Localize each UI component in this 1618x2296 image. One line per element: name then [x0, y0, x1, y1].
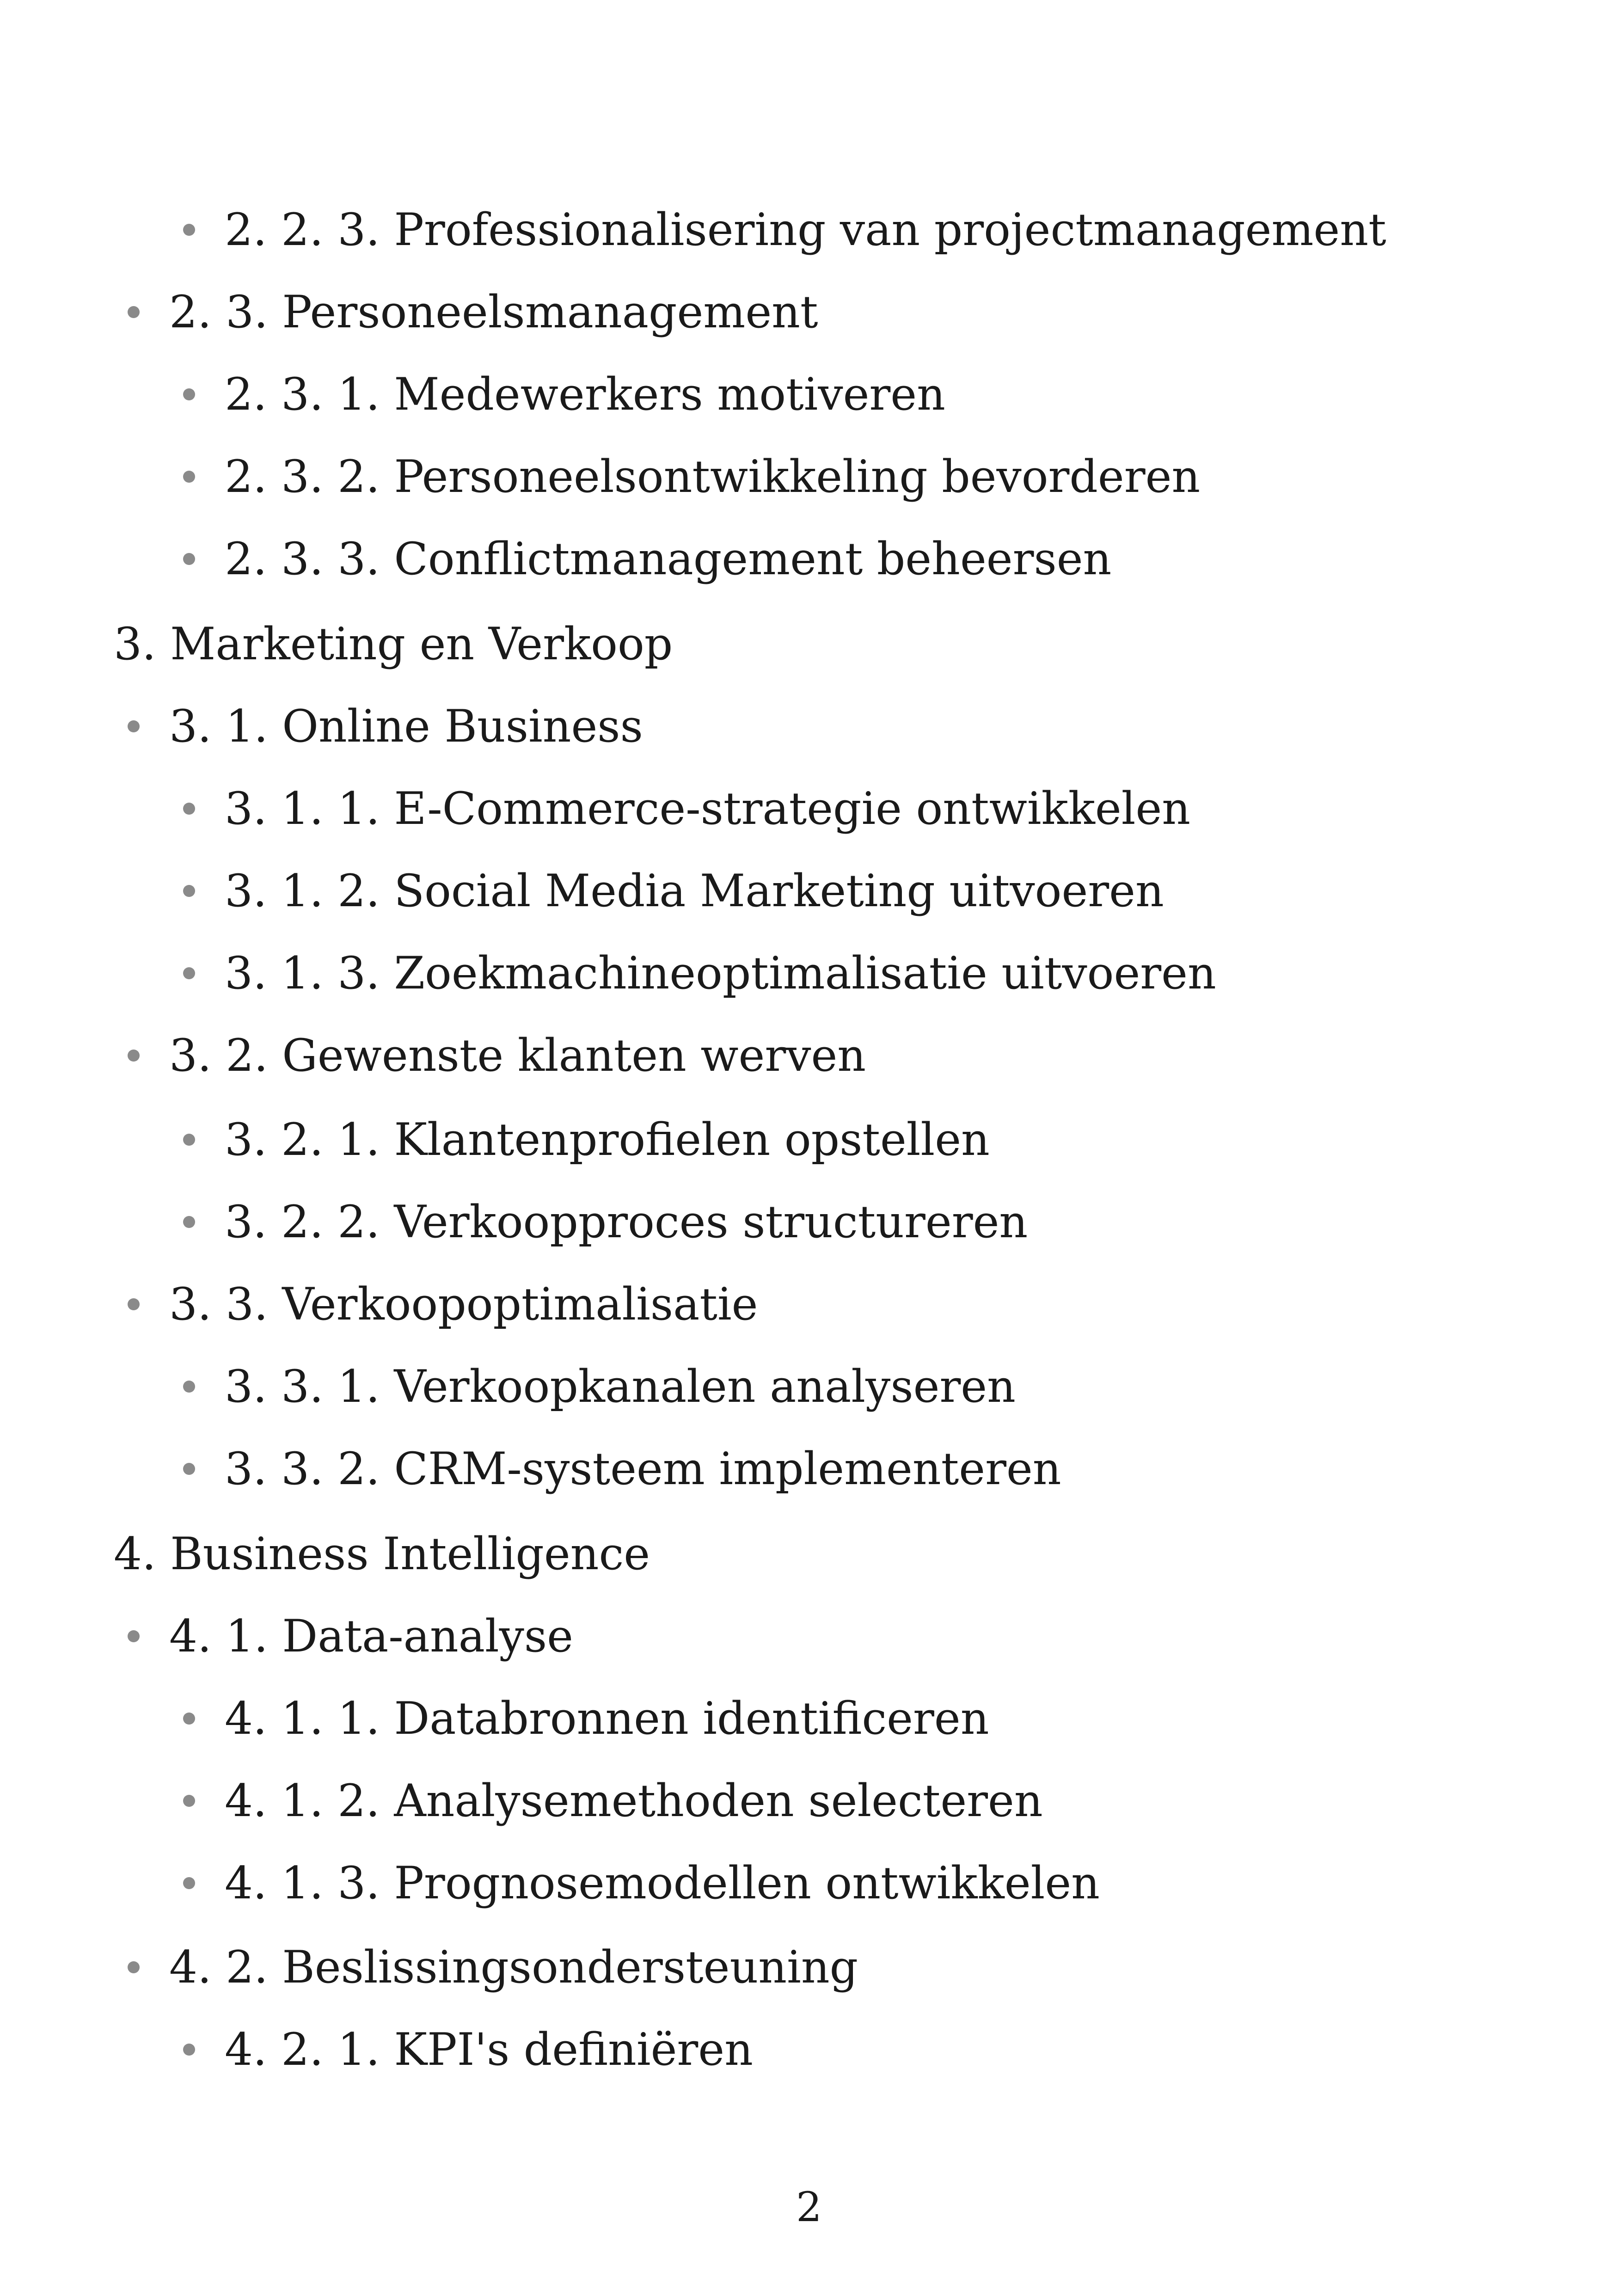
toc-entry-level-2	[183, 1679, 989, 1758]
toc-entry-level-2	[183, 1430, 1061, 1508]
toc-entry-label: 2. 2. 3. Professionalisering van projectmanagement	[225, 204, 1386, 256]
bullet-icon	[183, 388, 195, 400]
toc-entry-label: 3. 3. Verkoopoptimalisatie	[169, 1278, 758, 1330]
bullet-icon	[183, 224, 195, 236]
toc-entry-label: 3. 3. 1. Verkoopkanalen analyseren	[225, 1361, 1016, 1412]
bullet-icon	[183, 553, 195, 565]
bullet-icon	[183, 1381, 195, 1393]
toc-entry-level-0	[114, 605, 673, 683]
toc-entry-level-1	[128, 1016, 866, 1095]
toc-entry-level-2	[183, 1100, 990, 1179]
bullet-icon	[183, 1795, 195, 1807]
toc-entry-label: 3. 2. 2. Verkoopproces structureren	[225, 1196, 1028, 1248]
toc-entry-label: 3. 1. Online Business	[169, 700, 643, 752]
toc-entry-level-2	[183, 355, 945, 434]
toc-entry-level-1	[128, 1265, 758, 1344]
bullet-icon	[128, 1298, 140, 1310]
bullet-icon	[128, 1630, 140, 1642]
toc-entry-level-1	[128, 1928, 858, 2007]
bullet-icon	[183, 967, 195, 979]
toc-entry-level-2	[183, 437, 1200, 516]
toc-entry-label: 2. 3. 3. Conflictmanagement beheersen	[225, 533, 1112, 585]
toc-entry-label: 4. 2. Beslissingsondersteuning	[169, 1941, 858, 1993]
toc-entry-label: 4. 1. Data-analyse	[169, 1610, 573, 1662]
toc-entry-label: 2. 3. Personeelsmanagement	[169, 286, 818, 338]
toc-entry-label: 2. 3. 2. Personeelsontwikkeling bevorderen	[225, 451, 1201, 503]
toc-entry-label: 3. Marketing en Verkoop	[114, 618, 673, 670]
toc-entry-level-2	[183, 190, 1386, 269]
toc-entry-level-2	[183, 1762, 1043, 1840]
bullet-icon	[183, 803, 195, 815]
toc-entry-level-1	[128, 687, 643, 766]
toc-entry-label: 3. 1. 3. Zoekmachineoptimalisatie uitvoeren	[225, 947, 1216, 999]
toc-entry-level-2	[183, 1844, 1100, 1922]
toc-entry-level-2	[183, 1183, 1028, 1261]
toc-entry-label: 4. 1. 3. Prognosemodellen ontwikkelen	[225, 1857, 1100, 1909]
toc-entry-label: 3. 1. 1. E-Commerce-strategie ontwikkelen	[225, 783, 1191, 835]
toc-entry-level-0	[114, 1515, 650, 1593]
toc-entry-level-2	[183, 1347, 1016, 1426]
toc-entry-label: 4. 1. 2. Analysemethoden selecteren	[225, 1775, 1043, 1827]
bullet-icon	[183, 1877, 195, 1889]
toc-entry-label: 2. 3. 1. Medewerkers motiveren	[225, 368, 945, 420]
bullet-icon	[183, 1216, 195, 1228]
toc-entry-label: 4. 1. 1. Databronnen identificeren	[225, 1693, 989, 1744]
toc-entry-level-2	[183, 520, 1111, 598]
toc-entry-level-1	[128, 1597, 573, 1676]
bullet-icon	[128, 1961, 140, 1973]
bullet-icon	[183, 471, 195, 483]
toc-entry-label: 4. Business Intelligence	[114, 1528, 650, 1580]
bullet-icon	[128, 306, 140, 318]
bullet-icon	[183, 2044, 195, 2056]
toc-entry-level-2	[183, 769, 1190, 848]
toc-entry-label: 3. 1. 2. Social Media Marketing uitvoeren	[225, 865, 1164, 917]
toc-entry-label: 4. 2. 1. KPI's definiëren	[225, 2024, 753, 2075]
toc-entry-label: 3. 2. Gewenste klanten werven	[169, 1030, 866, 1081]
bullet-icon	[128, 720, 140, 732]
toc-entry-level-2	[183, 934, 1216, 1013]
toc-entry-level-2	[183, 852, 1164, 930]
toc-entry-label: 3. 2. 1. Klantenprofielen opstellen	[225, 1114, 990, 1166]
bullet-icon	[128, 1050, 140, 1062]
toc-entry-level-2	[183, 2010, 753, 2089]
bullet-icon	[183, 885, 195, 897]
bullet-icon	[183, 1134, 195, 1146]
toc-entry-label: 3. 3. 2. CRM-systeem implementeren	[225, 1443, 1061, 1495]
toc-entry-level-1	[128, 273, 818, 351]
bullet-icon	[183, 1463, 195, 1475]
bullet-icon	[183, 1713, 195, 1725]
page-number: 2	[796, 2183, 822, 2231]
